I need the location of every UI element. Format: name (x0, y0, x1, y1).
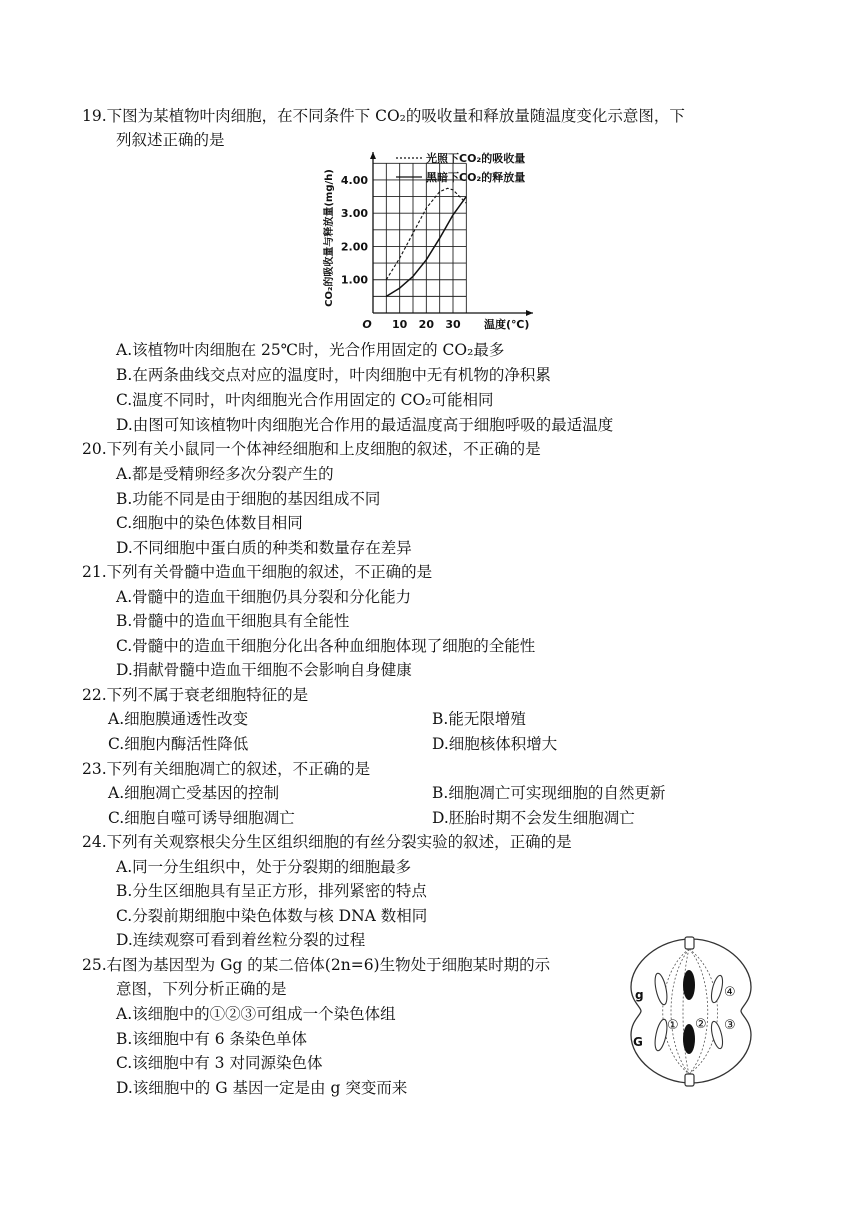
question-20-option-c: C.细胞中的染色体数目相同 (116, 514, 303, 532)
question-19-stem: 19.下图为某植物叶肉细胞，在不同条件下 CO₂的吸收量和释放量随温度变化示意图，下 (82, 107, 685, 125)
legend-label: 光照下CO₂的吸收量 (426, 152, 526, 165)
spindle-fibers (663, 949, 718, 1074)
y-tick-label: 3.00 (340, 207, 368, 221)
question-24-option-b: B.分生区细胞具有呈正方形，排列紧密的特点 (116, 882, 427, 900)
label-G: G (633, 1035, 643, 1049)
x-axis-arrow (526, 310, 533, 316)
question-24-option-d: D.连续观察可看到着丝粒分裂的过程 (116, 931, 366, 949)
question-20-stem: 20.下列有关小鼠同一个体神经细胞和上皮细胞的叙述，不正确的是 (82, 440, 541, 458)
question-22-option-a: A.细胞膜通透性改变 (108, 710, 249, 728)
question-20-option-a: A.都是受精卵经多次分裂产生的 (116, 465, 334, 483)
label-circle-2: ② (695, 1017, 707, 1032)
question-19-option-b: B.在两条曲线交点对应的温度时，叶肉细胞中无有机物的净积累 (116, 366, 551, 384)
question-20-option-b: B.功能不同是由于细胞的基因组成不同 (116, 490, 381, 508)
cell-membrane (631, 939, 751, 1083)
question-24-option-a: A.同一分生组织中，处于分裂期的细胞最多 (116, 858, 412, 876)
x-tick-label: 20 (418, 318, 434, 331)
question-22-stem: 22.下列不属于衰老细胞特征的是 (82, 686, 309, 704)
y-tick-label: 4.00 (340, 173, 368, 187)
y-tick-label: 2.00 (340, 240, 368, 254)
centrosome-bottom (685, 1074, 694, 1086)
question-19-option-a: A.该植物叶肉细胞在 25℃时，光合作用固定的 CO₂最多 (116, 341, 505, 359)
question-19-option-d: D.由图可知该植物叶肉细胞光合作用的最适温度高于细胞呼吸的最适温度 (116, 416, 614, 434)
question-24-stem: 24.下列有关观察根尖分生区组织细胞的有丝分裂实验的叙述，正确的是 (82, 833, 572, 851)
label-circle-4: ④ (724, 985, 736, 1000)
question-21-option-d: D.捐献骨髓中造血干细胞不会影响自身健康 (116, 661, 412, 679)
x-axis-label: 温度(℃) (484, 318, 530, 331)
y-axis-label: CO₂的吸收量与释放量(mg/h) (324, 169, 335, 307)
chromosome-upper-left (653, 972, 669, 1005)
question-21-option-b: B.骨髓中的造血干细胞具有全能性 (116, 612, 350, 630)
question-21-option-c: C.骨髓中的造血干细胞分化出各种血细胞体现了细胞的全能性 (116, 637, 536, 655)
question-23-stem: 23.下列有关细胞凋亡的叙述，不正确的是 (82, 760, 371, 778)
question-25-option-c: C.该细胞中有 3 对同源染色体 (116, 1054, 323, 1072)
chromosome-lower-mid (683, 1024, 695, 1054)
question-25-stem: 25.右图为基因型为 Gg 的某二倍体(2n=6)生物处于细胞某时期的示 (82, 956, 551, 974)
question-24-option-c: C.分裂前期细胞中染色体数与核 DNA 数相同 (116, 907, 428, 925)
question-19-stem-cont: 列叙述正确的是 (116, 131, 225, 149)
question-25-stem-cont: 意图，下列分析正确的是 (116, 980, 287, 998)
origin-label: O (362, 318, 372, 331)
question-25-option-b: B.该细胞中有 6 条染色单体 (116, 1030, 308, 1048)
x-tick-label: 10 (392, 318, 408, 331)
question-22-option-d: D.细胞核体积增大 (432, 735, 558, 753)
question-25-option-d: D.该细胞中的 G 基因一定是由 g 突变而来 (116, 1079, 408, 1097)
label-circle-3: ③ (724, 1018, 736, 1033)
question-22-option-b: B.能无限增殖 (432, 710, 526, 728)
question-23-option-b: B.细胞凋亡可实现细胞的自然更新 (432, 784, 666, 802)
question-19-option-c: C.温度不同时，叶肉细胞光合作用固定的 CO₂可能相同 (116, 391, 494, 409)
x-tick-label: 30 (445, 318, 461, 331)
question-23-option-d: D.胚胎时期不会发生细胞凋亡 (432, 809, 635, 827)
cell-division-diagram (625, 935, 757, 1087)
y-tick-label: 1.00 (340, 273, 368, 287)
chromosome-upper-mid (683, 970, 695, 1000)
question-23-option-a: A.细胞凋亡受基因的控制 (108, 784, 280, 802)
question-21-option-a: A.骨髓中的造血干细胞仍具分裂和分化能力 (116, 588, 412, 606)
question-22-option-c: C.细胞内酶活性降低 (108, 735, 249, 753)
question-23-option-c: C.细胞自噬可诱导细胞凋亡 (108, 809, 295, 827)
question-20-option-d: D.不同细胞中蛋白质的种类和数量存在差异 (116, 539, 412, 557)
centrosome-top (685, 937, 694, 949)
label-circle-1: ① (667, 1018, 679, 1033)
co2-temperature-chart (318, 148, 540, 340)
legend-label: 黑暗下CO₂的释放量 (426, 171, 526, 184)
y-axis-arrow (370, 152, 376, 159)
question-25-option-a: A.该细胞中的①②③可组成一个染色体组 (116, 1005, 396, 1023)
question-21-stem: 21.下列有关骨髓中造血干细胞的叙述，不正确的是 (82, 563, 433, 581)
label-g: g (635, 988, 644, 1002)
